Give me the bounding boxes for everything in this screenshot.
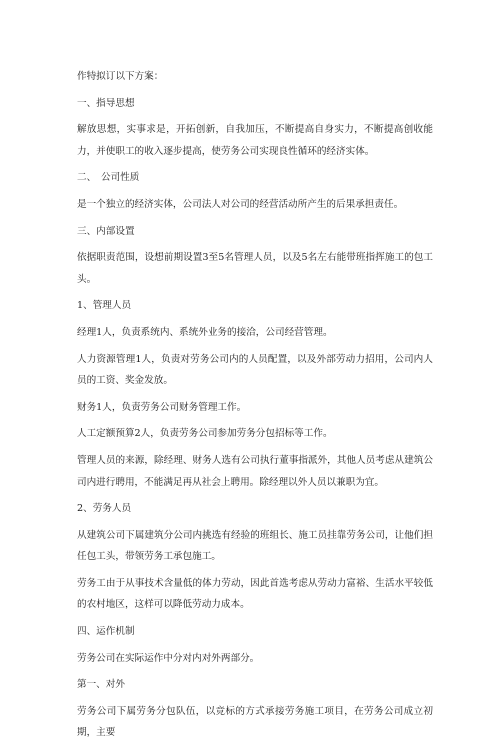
paragraph-internal-setup: 依据职责范围，设想前期设置3至5名管理人员，以及5名左右能带班指挥施工的包工头。: [77, 252, 433, 285]
paragraph-operation: 劳务公司在实际运作中分对内对外两部分。: [77, 652, 260, 664]
section-heading-operation: 四、运作机制: [77, 626, 135, 638]
subheading-management-staff: 1、管理人员: [77, 300, 132, 312]
section-heading-internal-setup: 三、内部设置: [77, 225, 135, 237]
paragraph-manager: 经理1人，负责系统内、系统外业务的接洽，公司经营管理。: [77, 326, 333, 338]
intro-line: 作特拟订以下方案：: [77, 71, 164, 82]
document-body: [77, 66, 433, 749]
subheading-labor-staff: 2、劳务人员: [77, 503, 132, 515]
paragraph-company-nature: 是一个独立的经济实体，公司法人对公司的经营活动所产生的后果承担责任。: [77, 198, 404, 210]
paragraph-budget: 人工定额预算2人，负责劳务公司参加劳务分包招标等工作。: [77, 428, 333, 440]
section-heading-company-nature: 二、 公司性质: [77, 172, 140, 184]
subheading-external: 第一、对外: [77, 679, 125, 691]
paragraph-staff-source: 管理人员的来源，除经理、财务人选有公司执行董事指派外，其他人员考虑从建筑公司内进行聘用，不能满足再从社会上聘用。除经理以外人员以兼职为宜。: [77, 454, 433, 488]
paragraph-hr: 人力资源管理1人，负责对劳务公司内的人员配置，以及外部劳动力招用，公司内人员的工资、奖金发放。: [77, 353, 433, 387]
paragraph-foremen: 从建筑公司下属建筑分公司内挑选有经验的班组长、施工员挂靠劳务公司，让他们担任包工头，带领劳务工承包施工。: [77, 529, 433, 563]
paragraph-guiding-principle: 解放思想，实事求是，开拓创新，自我加压，不断提高自身实力，不断提高创收能力，并使职工的收入逐步提高，使劳务公司实现良性循环的经济实体。: [77, 124, 433, 157]
paragraph-labor-source: 劳务工由于从事技术含量低的体力劳动，因此首选考虑从劳动力富裕、生活水平较低的农村地区，这样可以降低劳动力成本。: [77, 577, 433, 611]
section-heading-guiding-principle: 一、指导思想: [77, 97, 135, 109]
paragraph-finance: 财务1人，负责劳务公司财务管理工作。: [77, 401, 247, 413]
paragraph-external: 劳务公司下属劳务分包队伍，以竞标的方式承接劳务施工项目，在劳务公司成立初期，主要: [77, 705, 433, 739]
